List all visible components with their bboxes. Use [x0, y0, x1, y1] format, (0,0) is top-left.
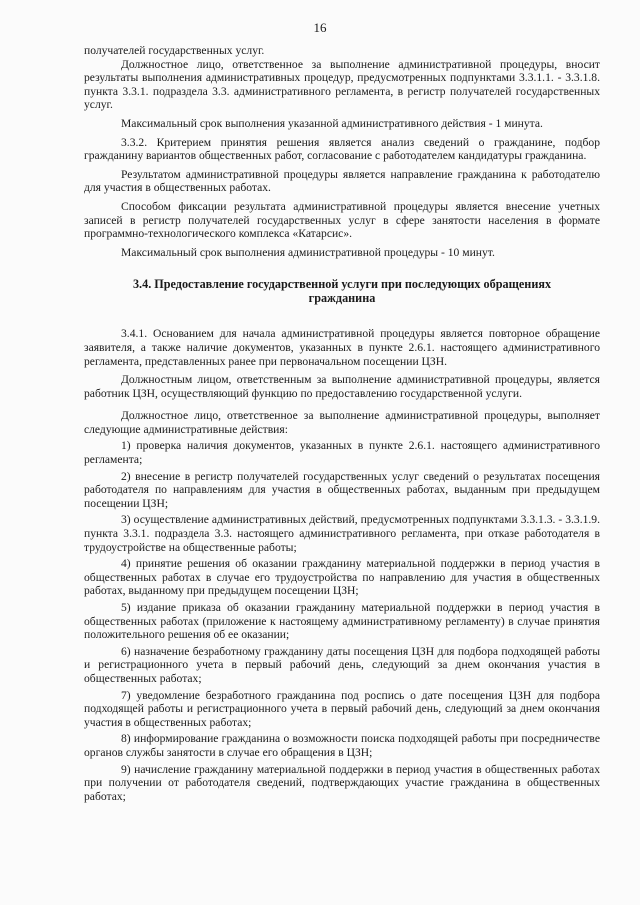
- list-item: 5) издание приказа об оказании гражданину материальной поддержки в период участия в общественных работах (приложение к настоящему административному регламенту) в случае принятия положительного решения об ее оказании;: [84, 601, 600, 642]
- list-item: 1) проверка наличия документов, указанных в пункте 2.6.1. настоящего административного регламента;: [84, 439, 600, 467]
- paragraph-max-time-action: Максимальный срок выполнения указанной административного действия - 1 минута.: [121, 116, 543, 130]
- paragraph-basis: 3.4.1. Основанием для начала административной процедуры является повторное обращение заявителя, а также наличие документов, указанных в пункте 2.6.1. настоящего административного регламента, представленных ранее при первоначальном посещении ЦЗН.: [84, 327, 600, 368]
- list-item: 7) уведомление безработного гражданина под роспись о дате посещения ЦЗН для подбора подходящей работы и регистрационного учета в первый рабочий день, следующий за днем окончания участия в общественных работах;: [84, 688, 600, 729]
- paragraph-procedure-result: Результатом административной процедуры является направление гражданина к работодателю для участия в общественных работах.: [84, 167, 600, 195]
- paragraph-responsible-person: Должностным лицом, ответственным за выполнение административной процедуры, является работник ЦЗН, осуществляющий функцию по предоставлению государственной услуги.: [84, 373, 600, 400]
- list-item: 6) назначение безработному гражданину даты посещения ЦЗН для подбора подходящей работы и регистрационного учета в первый рабочий день, следующий за днем окончания участия в общественных работах;: [84, 644, 600, 685]
- paragraph-fixation-method: Способом фиксации результата административной процедуры является внесение учетных записей в регистр получателей государственных услуг в сфере занятости населения в формате программно-технологического комплекса «Катарсис».: [84, 199, 600, 241]
- paragraph-max-time-procedure: Максимальный срок выполнения административной процедуры - 10 минут.: [121, 245, 495, 259]
- list-item: 2) внесение в регистр получателей государственных услуг сведений о результатах посещения работодателя по направлениям для участия в общественных работах, выданным при предыдущем посещении ЦЗН;: [84, 469, 600, 510]
- paragraph-actions-intro: Должностное лицо, ответственное за выполнение административной процедуры, выполняет следующие административные действия:: [84, 409, 600, 436]
- paragraph-results-entry: Должностное лицо, ответственное за выполнение административной процедуры, вносит результаты выполнения административных процедур, предусмотренных подпунктами 3.3.1.1. - 3.3.1.8. пункта 3.3.1. подраздела 3.3. административного регламента, в регистр получателей государственных услуг.: [84, 57, 600, 112]
- paragraph-continuation: получателей государственных услуг.: [84, 44, 265, 57]
- list-item: 8) информирование гражданина о возможности поиска подходящей работы при посредничестве органов службы занятости в случае его обращения в ЦЗН;: [84, 732, 600, 759]
- section-heading: 3.4. Предоставление государственной услуги при последующих обращениях гражданина: [132, 277, 552, 306]
- page-content: [84, 44, 600, 803]
- list-item: 9) начисление гражданину материальной поддержки в период участия в общественных работах при получении от работодателя сведений, подтверждающих участие гражданина в общественных работах;: [84, 762, 600, 803]
- list-item: 4) принятие решения об оказании гражданину материальной поддержки в период участия в общественных работах в случае его трудоустройства по направлению для участия в общественных работах, выданному при предыдущем посещении ЦЗН;: [84, 557, 600, 598]
- paragraph-decision-criterion: 3.3.2. Критерием принятия решения является анализ сведений о гражданине, подбор гражданину вариантов общественных работ, согласование с работодателем кандидатуры гражданина.: [84, 135, 600, 163]
- list-item: 3) осуществление административных действий, предусмотренных подпунктами 3.3.1.3. - 3.3.1.9. пункта 3.3.1. подраздела 3.3. настоящего административного регламента, при отказе работодателя в трудоустройстве на общественные работы;: [84, 513, 600, 554]
- page-number: 16: [313, 20, 327, 35]
